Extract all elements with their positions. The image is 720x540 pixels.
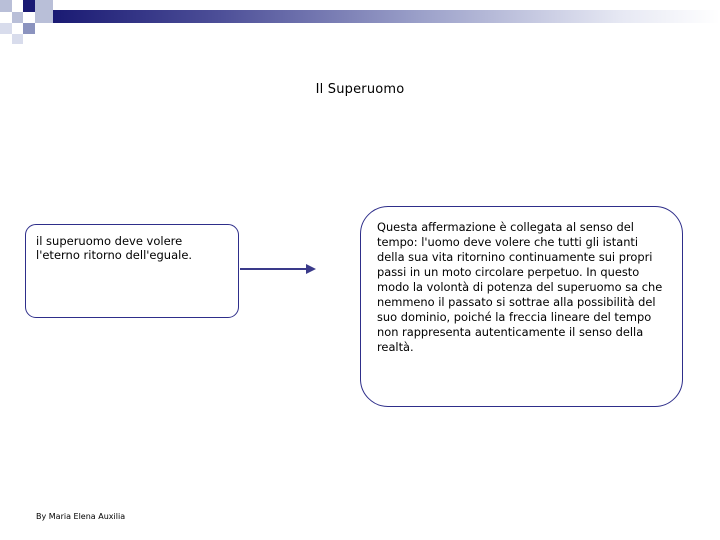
header-square xyxy=(0,0,12,12)
header-square xyxy=(12,34,23,44)
author-credit: By Maria Elena Auxilia xyxy=(36,512,126,521)
header-square xyxy=(35,0,53,23)
header-square xyxy=(0,23,12,34)
slide-title: Il Superuomo xyxy=(315,82,405,97)
header-square xyxy=(12,12,23,23)
arrow-line xyxy=(240,268,308,270)
header-square xyxy=(35,23,53,34)
explanation-box: Questa affermazione è collegata al senso del tempo: l'uomo deve volere che tutti gli istanti della sua vita ritornino continuamente sui propri passi in un moto circolare perpetuo. In questo modo la volontà di potenza del superuomo sa che nemmeno il passato si sottrae alla possibilità del suo dominio, poiché la freccia lineare del tempo non rappresenta autenticamente il senso della realtà. xyxy=(360,206,683,407)
header-square xyxy=(23,23,35,34)
statement-box: il superuomo deve volere l'eterno ritorno dell'eguale. xyxy=(25,224,239,318)
arrow-head-icon xyxy=(306,264,316,274)
header-square xyxy=(12,0,23,12)
header-gradient-bar xyxy=(53,10,720,23)
header-square xyxy=(23,0,35,12)
